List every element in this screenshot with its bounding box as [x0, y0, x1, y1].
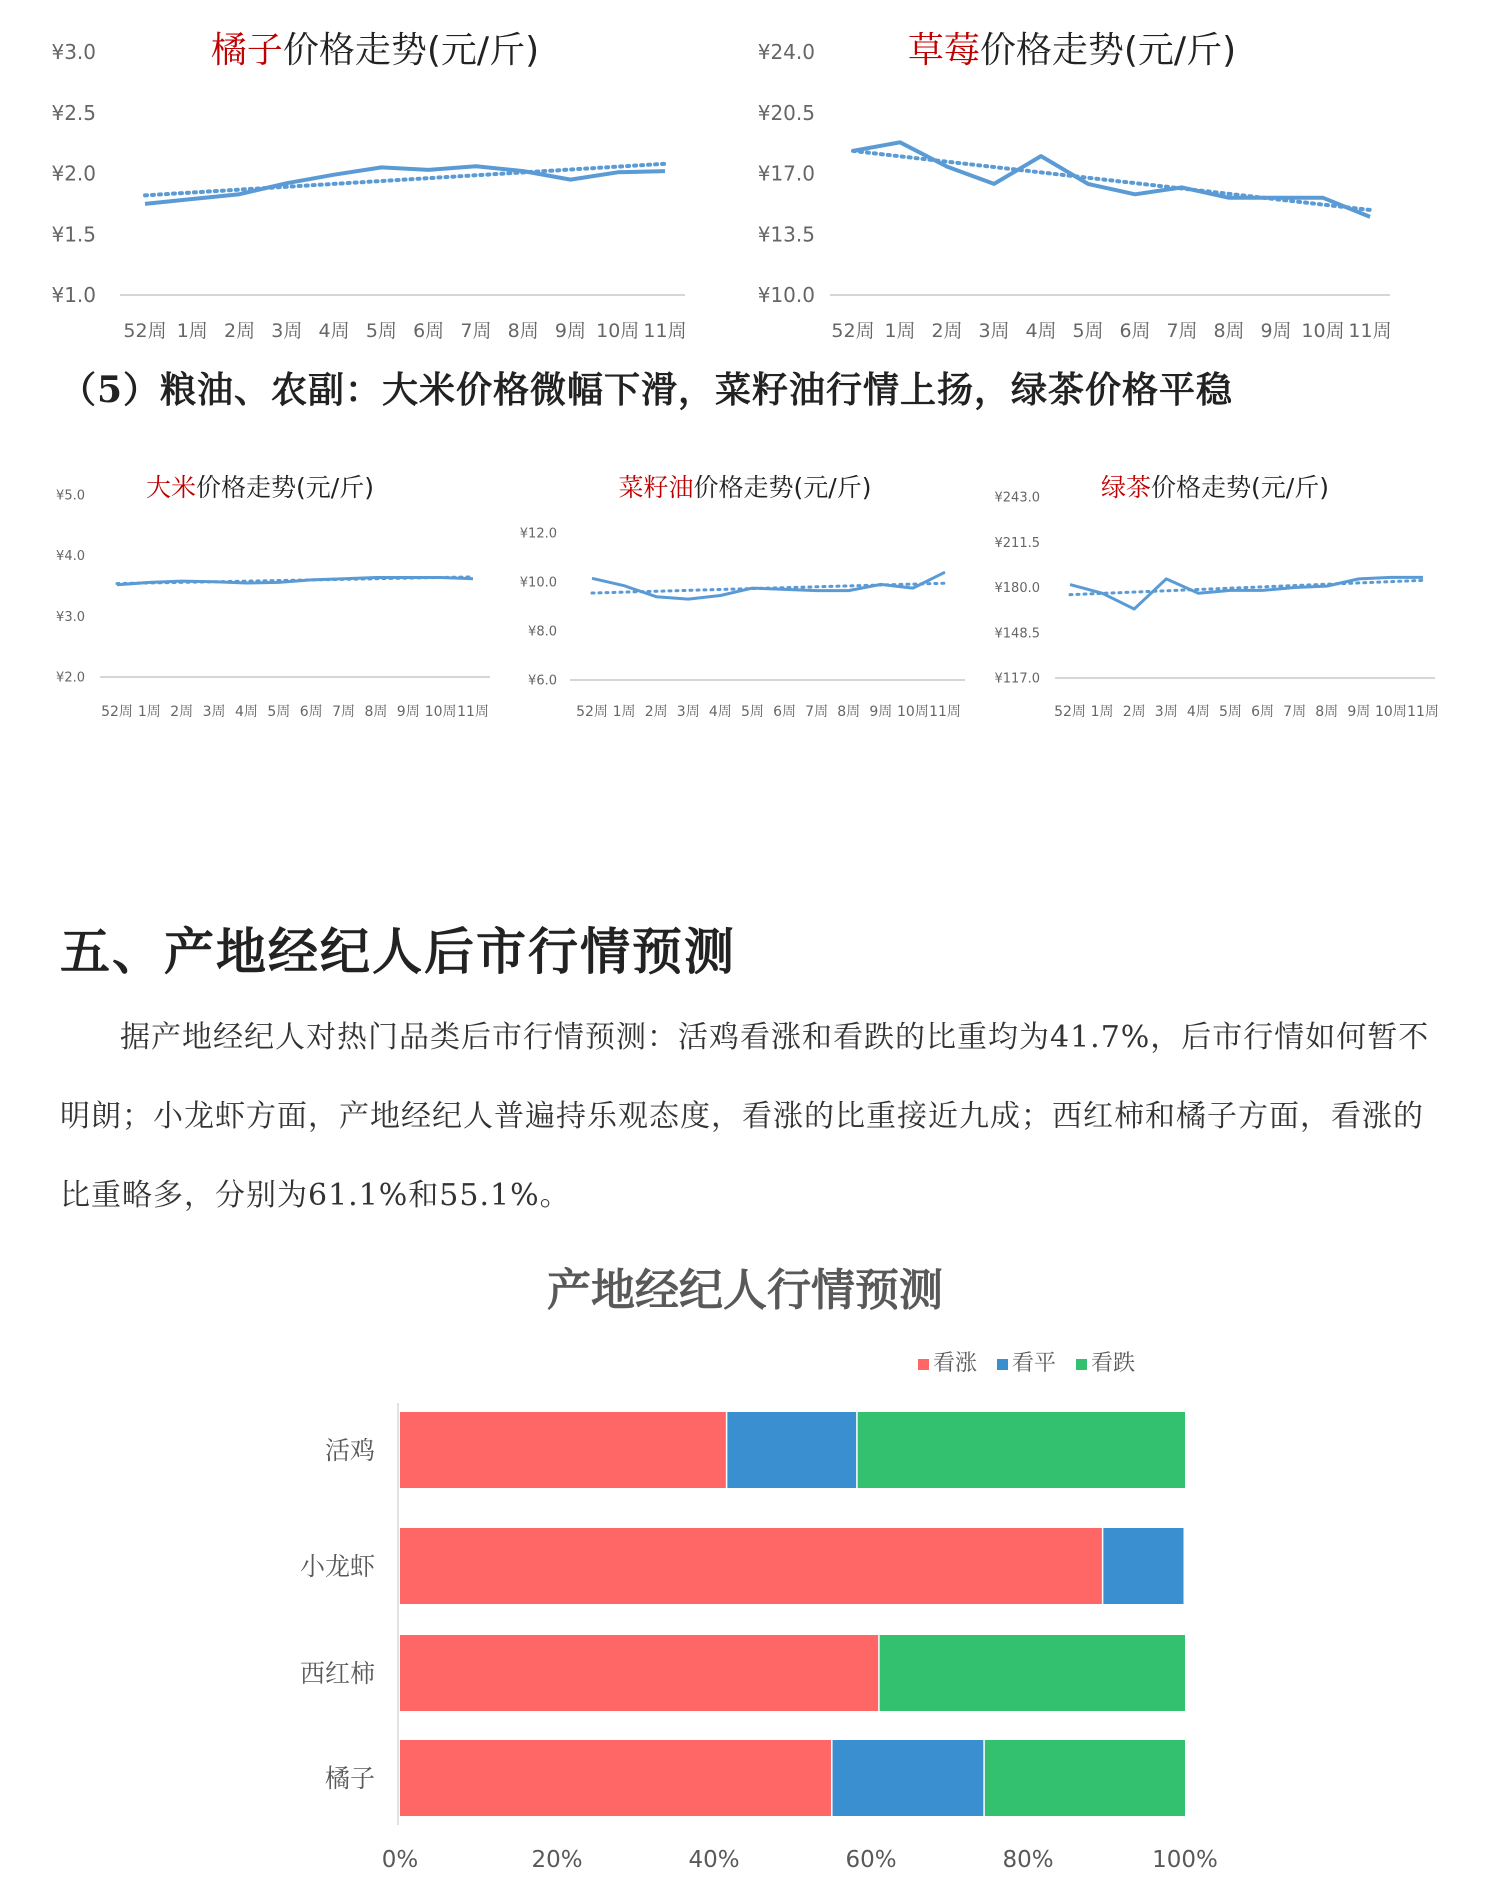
x-tick-label: 1周	[137, 704, 161, 720]
chart-title: 产地经纪人行情预测	[547, 1265, 943, 1316]
x-tick-label: 5周	[267, 704, 291, 720]
chart-title	[146, 473, 374, 502]
x-tick-label: 3周	[1154, 704, 1178, 720]
x-tick-label: 10周	[424, 704, 457, 720]
y-tick-label: ¥2.0	[51, 161, 96, 186]
y-tick-label: ¥211.5	[994, 535, 1040, 551]
x-tick-label: 52周	[576, 704, 608, 720]
chart-title-rest: 价格走势(元/斤)	[693, 473, 872, 502]
orange-price-svg	[40, 10, 720, 345]
price-line	[117, 578, 473, 585]
x-tick-label: 5周	[365, 320, 397, 342]
x-tick-label: 4周	[708, 704, 732, 720]
x-tick-label: 1周	[1090, 704, 1114, 720]
x-tick-label: 8周	[1315, 704, 1339, 720]
x-tick-label: 10周	[1374, 704, 1407, 720]
y-tick-label: ¥243.0	[994, 490, 1040, 506]
trend-line	[1070, 580, 1423, 594]
y-tick-label: ¥180.0	[994, 581, 1040, 597]
chart-title-highlight: 菜籽油	[618, 473, 694, 502]
x-tick-label: 4周	[318, 320, 350, 342]
x-tick-label: 6周	[773, 704, 797, 720]
x-tick-label: 7周	[460, 320, 492, 342]
x-tick-label: 10周	[596, 320, 640, 342]
y-tick-label: ¥2.0	[56, 670, 85, 686]
x-tick-label: 3周	[271, 320, 303, 342]
x-tick-label: 10周	[1301, 320, 1345, 342]
y-tick-label: ¥13.5	[757, 222, 815, 247]
chart-title-rest: 价格走势(元/斤)	[1151, 473, 1329, 502]
x-tick-label: 10周	[896, 704, 929, 720]
green-tea-price-chart	[985, 455, 1445, 730]
bar-segment	[880, 1635, 1185, 1711]
x-tick-label: 52周	[101, 704, 133, 720]
y-tick-label: ¥10.0	[519, 575, 557, 591]
x-tick-label: 1周	[612, 704, 636, 720]
bar-segment	[1103, 1528, 1183, 1604]
x-tick-label: 5周	[740, 704, 764, 720]
x-tick-label: 4周	[234, 704, 258, 720]
x-tick-label: 7周	[1166, 320, 1198, 342]
chart-title	[908, 30, 1236, 71]
category-label: 橘子	[324, 1764, 375, 1793]
x-tick-label: 9周	[554, 320, 587, 342]
x-tick-label: 52周	[123, 320, 167, 342]
y-tick-label: ¥20.5	[757, 100, 815, 125]
bar-segment	[400, 1740, 831, 1816]
bar-segment	[727, 1412, 856, 1488]
x-tick-label: 4周	[1186, 704, 1210, 720]
x-tick-label: 3周	[202, 704, 226, 720]
x-tick-label: 0%	[381, 1847, 419, 1873]
x-tick-label: 20%	[531, 1847, 583, 1873]
x-tick-label: 6周	[1251, 704, 1275, 720]
broker-forecast-svg	[0, 1245, 1500, 1885]
x-tick-label: 52周	[831, 320, 875, 342]
x-tick-label: 9周	[396, 704, 420, 720]
x-tick-label: 7周	[332, 704, 356, 720]
x-tick-label: 6周	[413, 320, 445, 342]
strawberry-price-chart	[745, 10, 1435, 345]
y-tick-label: ¥8.0	[528, 624, 557, 640]
x-tick-label: 6周	[299, 704, 323, 720]
legend-label: 看跌	[1091, 1351, 1136, 1376]
section-heading: 五、产地经纪人后市行情预测	[60, 922, 736, 981]
green-tea-price-svg	[985, 455, 1445, 730]
legend-label: 看平	[1012, 1351, 1057, 1376]
y-tick-label: ¥17.0	[757, 161, 815, 186]
x-tick-label: 2周	[931, 320, 963, 342]
legend-swatch	[997, 1359, 1008, 1370]
chart-title-highlight: 绿茶	[1101, 473, 1152, 502]
rapeseed-oil-price-chart	[515, 455, 975, 730]
category-label: 小龙虾	[299, 1552, 375, 1581]
chart-title	[1101, 473, 1329, 502]
x-tick-label: 1周	[884, 320, 916, 342]
x-tick-label: 8周	[507, 320, 539, 342]
bar-segment	[400, 1412, 726, 1488]
x-tick-label: 11周	[929, 704, 961, 720]
x-tick-label: 7周	[1283, 704, 1307, 720]
x-tick-label: 6周	[1119, 320, 1151, 342]
x-tick-label: 11周	[643, 320, 687, 342]
category-label: 西红柿	[299, 1659, 375, 1688]
y-tick-label: ¥6.0	[528, 673, 557, 689]
legend-label: 看涨	[933, 1351, 978, 1376]
x-tick-label: 80%	[1002, 1847, 1054, 1873]
y-tick-label: ¥117.0	[994, 671, 1040, 687]
price-line	[145, 166, 665, 204]
x-tick-label: 5周	[1072, 320, 1104, 342]
x-tick-label: 2周	[170, 704, 194, 720]
x-tick-label: 60%	[845, 1847, 897, 1873]
rapeseed-oil-price-svg	[515, 455, 975, 730]
price-line	[592, 572, 945, 599]
orange-price-chart	[40, 10, 720, 345]
chart-title-highlight: 草莓	[907, 30, 980, 71]
y-tick-label: ¥10.0	[757, 283, 815, 307]
chart-title	[619, 473, 872, 502]
rice-price-svg	[40, 455, 500, 730]
x-tick-label: 4周	[1025, 320, 1057, 342]
bar-segment	[400, 1635, 878, 1711]
x-tick-label: 2周	[644, 704, 668, 720]
y-tick-label: ¥5.0	[56, 488, 85, 504]
x-tick-label: 2周	[223, 320, 256, 342]
section-subtitle: （5）粮油、农副：大米价格微幅下滑，菜籽油行情上扬，绿茶价格平稳	[60, 369, 1234, 411]
x-tick-label: 8周	[837, 704, 861, 720]
x-tick-label: 9周	[1260, 320, 1292, 342]
y-tick-label: ¥1.5	[51, 222, 96, 247]
y-tick-label: ¥3.0	[51, 40, 96, 64]
x-tick-label: 11周	[457, 704, 489, 720]
chart-title	[211, 30, 539, 71]
bar-segment	[858, 1412, 1185, 1488]
x-tick-label: 3周	[978, 320, 1010, 342]
x-tick-label: 11周	[1407, 704, 1439, 720]
rice-price-chart	[40, 455, 500, 730]
y-tick-label: ¥148.5	[994, 626, 1040, 642]
y-tick-label: ¥4.0	[56, 549, 85, 565]
category-label: 活鸡	[324, 1436, 375, 1465]
x-tick-label: 8周	[1213, 320, 1245, 342]
x-tick-label: 11周	[1348, 320, 1392, 342]
x-tick-label: 100%	[1152, 1847, 1218, 1873]
x-tick-label: 9周	[1347, 704, 1371, 720]
bar-segment	[833, 1740, 984, 1816]
x-tick-label: 1周	[176, 320, 208, 342]
y-tick-label: ¥1.0	[51, 283, 96, 307]
chart-title-highlight: 橘子	[210, 30, 283, 71]
chart-title-rest: 价格走势(元/斤)	[979, 30, 1237, 71]
x-tick-label: 8周	[364, 704, 388, 720]
bar-segment	[985, 1740, 1185, 1816]
y-tick-label: ¥24.0	[757, 40, 815, 64]
chart-title-highlight: 大米	[146, 473, 197, 502]
x-tick-label: 3周	[676, 704, 700, 720]
y-tick-label: ¥2.5	[51, 100, 96, 125]
broker-forecast-chart	[0, 1245, 1500, 1885]
y-tick-label: ¥12.0	[519, 526, 557, 542]
chart-title-rest: 价格走势(元/斤)	[282, 30, 540, 71]
bar-segment	[400, 1528, 1102, 1604]
x-tick-label: 40%	[688, 1847, 740, 1873]
x-tick-label: 7周	[805, 704, 829, 720]
x-tick-label: 9周	[869, 704, 893, 720]
x-tick-label: 52周	[1054, 704, 1086, 720]
x-tick-label: 2周	[1122, 704, 1146, 720]
y-tick-label: ¥3.0	[56, 609, 85, 625]
chart-title-rest: 价格走势(元/斤)	[196, 473, 374, 502]
legend-swatch	[1076, 1359, 1087, 1370]
forecast-paragraph: 据产地经纪人对热门品类后市行情预测：活鸡看涨和看跌的比重均为41.7%，后市行情如何暂不明朗；小龙虾方面，产地经纪人普遍持乐观态度，看涨的比重接近九成；西红柿和橘子方面，看涨的比重略多，分别为61.1%和55.1%。	[60, 1020, 1430, 1213]
legend-swatch	[918, 1359, 929, 1370]
strawberry-price-svg	[745, 10, 1435, 345]
x-tick-label: 5周	[1218, 704, 1242, 720]
